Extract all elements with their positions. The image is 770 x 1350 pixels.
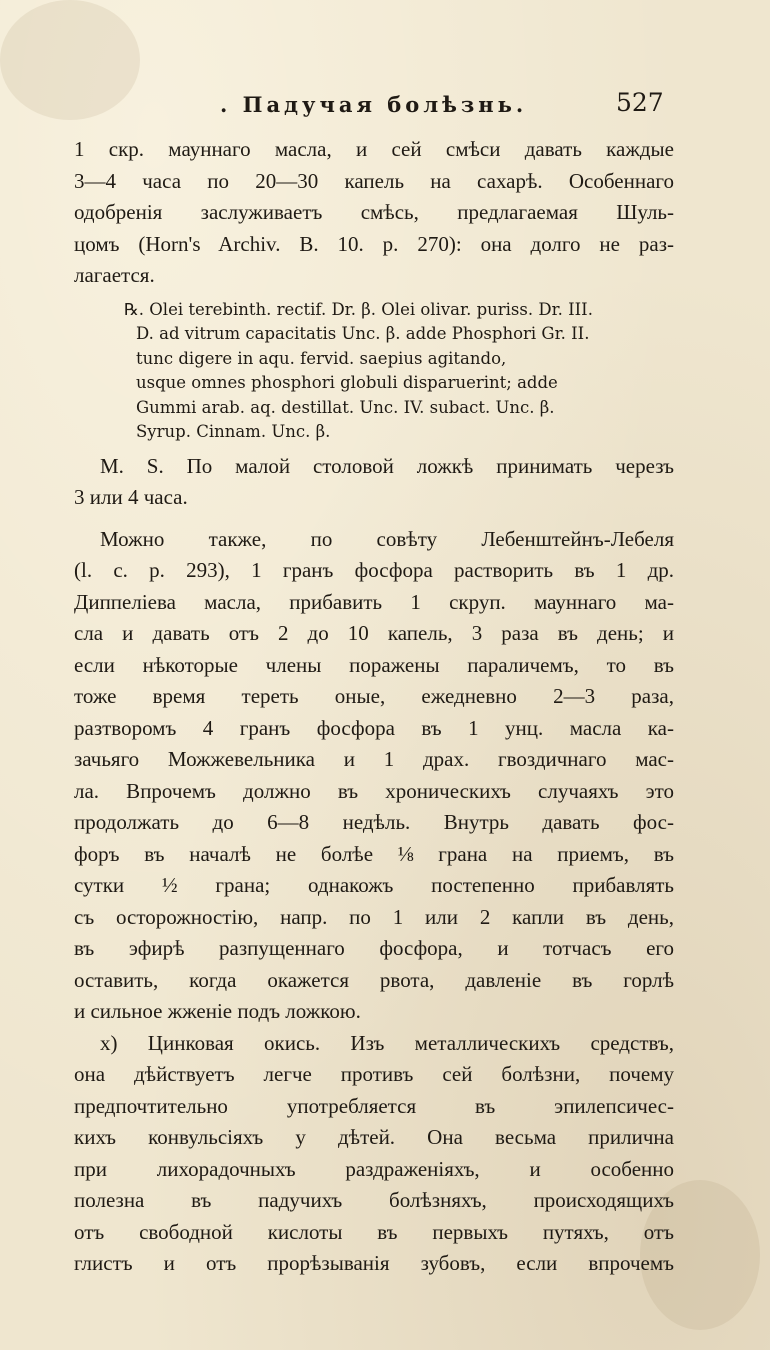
text-line: M. S. По малой столовой ложкѣ принимать черезъ [100,453,674,478]
recipe-line: tunc digere in aqu. fervid. saepius agitando, [136,348,507,368]
text-line: полезна въ падучихъ болѣзняхъ, происходящихъ [74,1188,674,1212]
text-line: отъ свободной кислоты въ первыхъ путяхъ, отъ [74,1219,674,1244]
paragraph-bottom [74,1028,674,1280]
text-line: она дѣйствуетъ легче противъ сей болѣзни, почему [74,1062,674,1086]
text-line: разтворомъ 4 гранъ фосфора въ 1 унц. масла ка- [74,715,674,740]
recipe-block [74,298,674,445]
signa [74,451,674,514]
text-line: предпочтительно употребляется въ эпилепсичес- [74,1093,674,1118]
text-line: 3—4 часа по 20—30 капель на сахарѣ. Особеннаго [74,168,674,193]
body-text [74,134,674,1280]
recipe-line: Syrup. Cinnam. Unc. β. [136,422,331,441]
paragraph-middle [74,524,674,1028]
text-line: глистъ и отъ прорѣзыванія зубовъ, если впрочемъ [74,1251,674,1275]
page-number: 527 [616,88,664,117]
page-header [0,88,770,122]
paragraph-top [74,134,674,292]
recipe-line: ℞. Olei terebinth. rectif. Dr. β. Olei olivar. puriss. Dr. III. [124,299,593,319]
text-line: ла. Впрочемъ должно въ хроническихъ случаяхъ это [74,778,674,803]
text-line: Диппеліева масла, прибавить 1 скруп. мауннаго ма- [74,589,674,614]
text-line: съ осторожностію, напр. по 1 или 2 капли въ день, [74,904,674,929]
text-line: лагается. [74,263,155,287]
text-line: тоже время тереть оные, ежедневно 2—3 раза, [74,684,674,708]
text-line: x) Цинковая окись. Изъ металлическихъ средствъ, [100,1030,674,1055]
text-line: цомъ (Horn's Archiv. B. 10. p. 270): она долго не раз- [74,231,674,256]
text-line: форъ въ началѣ не болѣе ⅛ грана на приемъ, въ [74,841,674,866]
text-line: сла и давать отъ 2 до 10 капель, 3 раза въ день; и [74,621,674,645]
text-line: продолжать до 6—8 недѣль. Внутрь давать фос- [74,810,674,834]
text-line: (l. c. p. 293), 1 гранъ фосфора растворить въ 1 др. [74,558,674,582]
text-line: Можно также, по совѣту Лебенштейнъ-Лебеля [100,526,674,551]
text-line: сутки ½ грана; однакожъ постепенно прибавлять [74,873,674,897]
text-line: 1 скр. мауннаго масла, и сей смѣси давать каждые [74,137,674,161]
recipe-line: D. ad vitrum capacitatis Unc. β. adde Phosphori Gr. II. [136,324,590,343]
text-line: и сильное жженіе подъ ложкою. [74,999,361,1023]
recipe-line: usque omnes phosphori globuli disparuerint; adde [136,373,558,392]
recipe-line: Gummi arab. aq. destillat. Unc. IV. subact. Unc. β. [136,397,555,417]
running-head: . Падучая болѣзнь. [220,92,528,117]
text-line: въ эфирѣ разпущеннаго фосфора, и тотчасъ его [74,936,674,960]
text-line: оставить, когда окажется рвота, давленіе въ горлѣ [74,967,674,992]
text-line: 3 или 4 часа. [74,485,188,509]
text-line: одобренія заслуживаетъ смѣсь, предлагаемая Шуль- [74,200,674,224]
text-line: зачьяго Можжевельника и 1 драх. гвоздичнаго мас- [74,747,674,771]
text-line: кихъ конвульсіяхъ у дѣтей. Она весьма прилична [74,1125,674,1149]
text-line: если нѣкоторые члены поражены параличемъ, то въ [74,652,674,677]
text-line: при лихорадочныхъ раздраженіяхъ, и особенно [74,1156,674,1181]
